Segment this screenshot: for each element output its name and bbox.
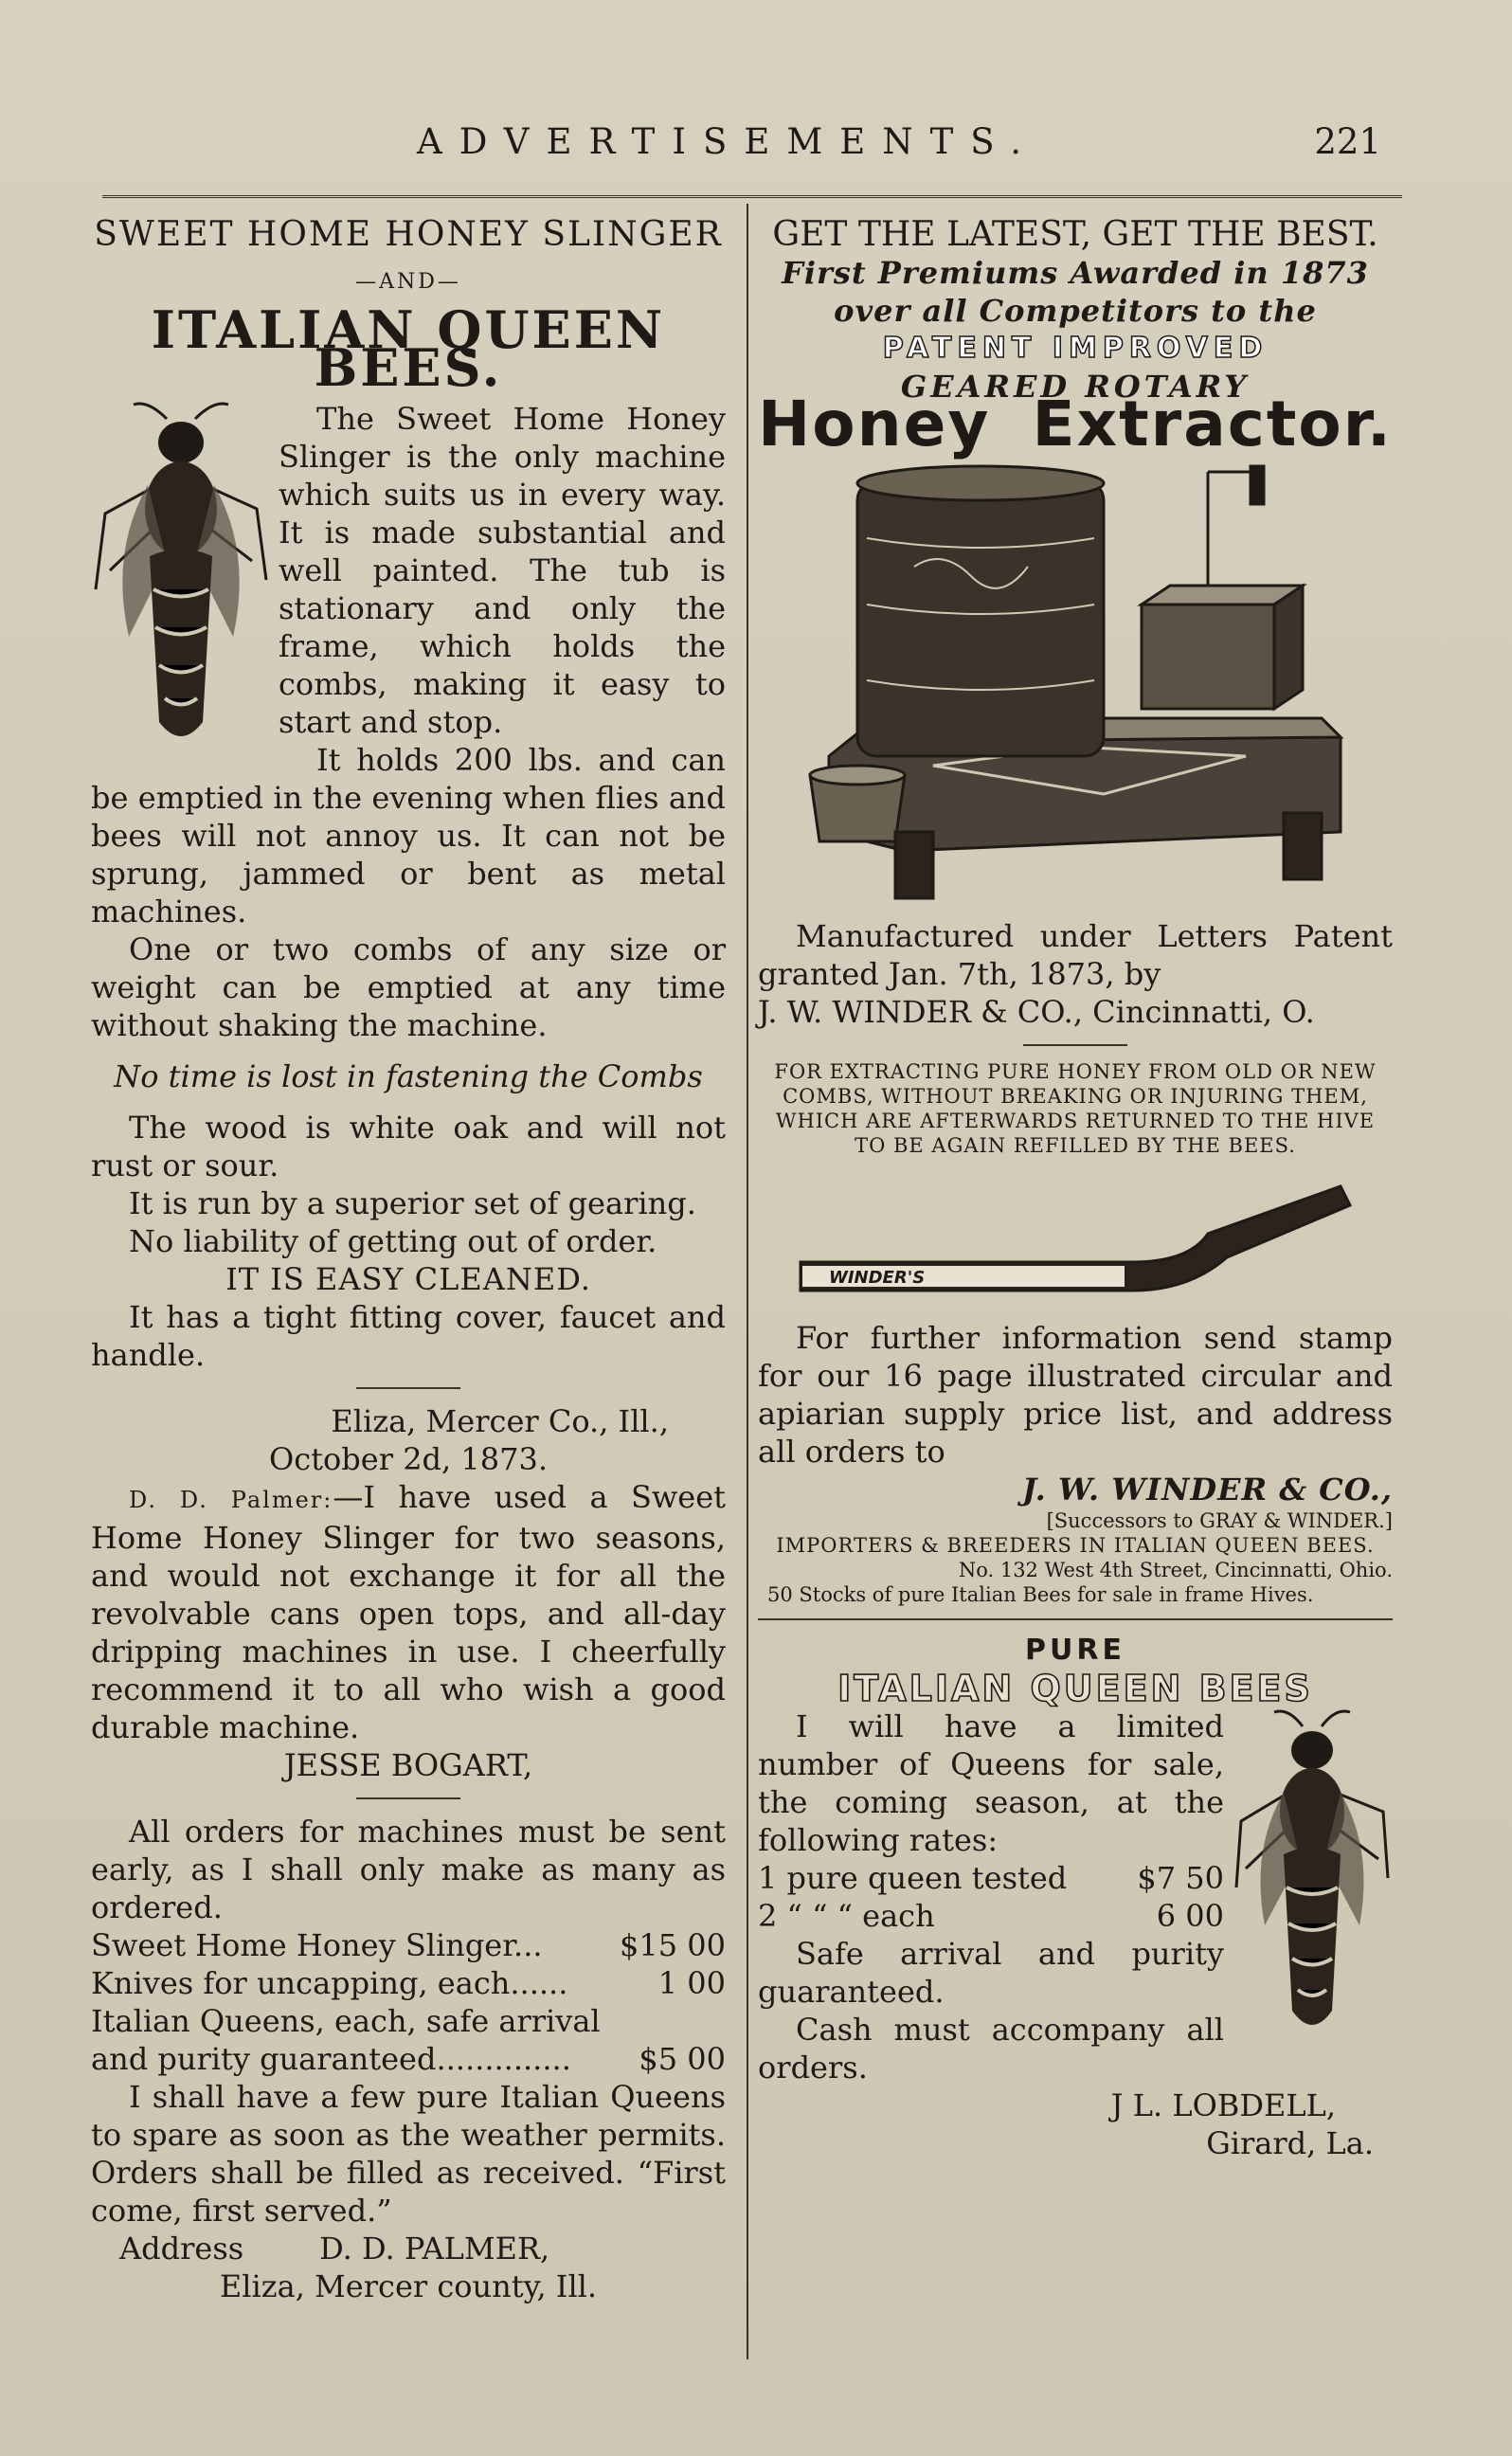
successors-note: [Successors to GRAY & WINDER.] <box>1046 1509 1393 1532</box>
rate-row-2 <box>758 1897 1224 1935</box>
price-row-queens <box>91 2002 726 2078</box>
winder-company: J. W. WINDER & CO., <box>1022 1472 1393 1508</box>
extractor-word: Extractor. <box>1032 388 1393 460</box>
slinger-cover: It has a tight fitting cover, faucet and handle. <box>91 1299 726 1373</box>
honey-extractor-title <box>758 388 1393 460</box>
price-row-knives <box>91 1964 726 2002</box>
stocks-note: 50 Stocks of pure Italian Bees for sale in frame Hives. <box>767 1583 1314 1606</box>
price-label: Knives for uncapping, each...... <box>91 1965 568 2001</box>
competitors-line: over all Competitors to the <box>834 293 1317 329</box>
honey-word: Honey <box>758 388 991 460</box>
premiums-line: First Premiums Awarded in 1873 <box>782 255 1369 291</box>
lobdell-intro: I will have a limited number of Queens for sale, the coming season, at the following rates: <box>758 1708 1224 1858</box>
running-head-title: ADVERTISEMENTS. <box>417 121 1039 162</box>
price-label: Italian Queens, each, safe arrival and purity guaranteed.............. <box>91 2003 601 2077</box>
slinger-combs: One or two combs of any size or weight can be emptied at any time without shaking the machine. <box>91 931 726 1043</box>
italic-subhead: No time is lost in fastening the Combs <box>114 1058 703 1094</box>
letter-signature: JESSE BOGART, <box>283 1747 533 1783</box>
price-value: 1 00 <box>657 1965 726 2001</box>
slinger-liability: No liability of getting out of order. <box>129 1223 657 1259</box>
rate-row-1 <box>758 1859 1224 1897</box>
queen-bee-icon <box>91 400 271 760</box>
rate-label: 2 “ “ “ each <box>758 1898 935 1934</box>
address-name: D. D. PALMER, <box>319 2230 550 2266</box>
knife-label: WINDER'S <box>829 1268 926 1288</box>
address-place: Eliza, Mercer county, Ill. <box>219 2268 598 2304</box>
and-separator: —AND— <box>355 270 461 294</box>
queen-bee-icon-right <box>1232 1707 1393 2049</box>
separator-rule-3 <box>1023 1044 1127 1046</box>
price-row-slinger <box>91 1926 726 1964</box>
price-value: $15 00 <box>620 1927 726 1963</box>
spare-queens: I shall have a few pure Italian Queens to spare as soon as the weather permits. Orders shall be filled as received. “First come, first served.” <box>91 2079 726 2229</box>
testimonial <box>91 1478 726 1746</box>
address-line <box>91 2230 726 2267</box>
slinger-intro: The Sweet Home Honey Slinger is the only machine which suits us in every way. It is made substantial and well painted. The tub is stationary and only the frame, which holds the combs, making it easy to start and stop. <box>279 401 726 740</box>
separator-rule-2 <box>356 1797 460 1799</box>
price-value: $5 00 <box>639 2041 726 2077</box>
slinger-heading: SWEET HOME HONEY SLINGER <box>94 215 723 254</box>
slinger-gearing: It is run by a superior set of gearing. <box>129 1185 696 1221</box>
lobdell-name: J L. LOBDELL, <box>1110 2087 1336 2123</box>
address-label: Address <box>119 2230 244 2266</box>
italian-bees-heading: ITALIAN QUEEN BEES <box>837 1668 1313 1709</box>
letter-salutation: D. D. Palmer: <box>129 1487 333 1513</box>
manufactured-note: Manufactured under Letters Patent granted Jan. 7th, 1873, by <box>758 918 1393 992</box>
slinger-wood: The wood is white oak and will not rust or sour. <box>91 1110 726 1183</box>
easy-cleaned: IT IS EASY CLEANED. <box>225 1261 591 1297</box>
separator-rule <box>356 1387 460 1389</box>
cash-note: Cash must accompany all orders. <box>758 2012 1224 2086</box>
orders-note: All orders for machines must be sent early, as I shall only make as many as ordered. <box>91 1814 726 1925</box>
rate-value: $7 50 <box>1137 1860 1224 1896</box>
lobdell-place: Girard, La. <box>1206 2125 1374 2161</box>
uncapping-knife-icon <box>791 1167 1359 1309</box>
running-head <box>0 121 1512 169</box>
letter-place: Eliza, Mercer Co., Ill., <box>331 1403 669 1439</box>
safe-arrival: Safe arrival and purity guaranteed. <box>758 1936 1224 2010</box>
latest-best-headline: GET THE LATEST, GET THE BEST. <box>772 215 1378 254</box>
slinger-capacity: It holds 200 lbs. and can be emptied in the evening when flies and bees will not annoy us. It can not be sprung, jammed or bent as metal machines. <box>91 742 726 930</box>
further-information: For further information send stamp for our 16 page illustrated circular and apiarian supply price list, and address all orders to <box>758 1320 1393 1470</box>
left-advertisement <box>91 216 726 2305</box>
rate-label: 1 pure queen tested <box>758 1860 1068 1896</box>
separator-rule-4 <box>758 1618 1393 1620</box>
rate-value: 6 00 <box>1156 1898 1224 1934</box>
geared-rotary: GEARED ROTARY <box>900 369 1251 405</box>
letter-date: October 2d, 1873. <box>269 1441 548 1477</box>
letter-body: —I have used a Sweet Home Honey Slinger for two seasons, and would not exchange it for all the revolvable cans open tops, and all-day dripping machines in use. I cheerfully recommend it to all who wish a good durable machine. <box>91 1479 726 1745</box>
pure-heading: PURE <box>1025 1634 1125 1667</box>
page-number: 221 <box>1314 121 1381 162</box>
top-rule <box>102 195 1402 198</box>
patent-improved: PATENT IMPROVED <box>882 332 1269 365</box>
italian-queen-bees-heading: ITALIAN QUEEN BEES. <box>151 299 666 398</box>
honey-extractor-illustration-icon <box>791 453 1359 908</box>
extractor-purpose: FOR EXTRACTING PURE HONEY FROM OLD OR NEW COMBS, WITHOUT BREAKING OR INJURING THEM, WHICH ARE AFTERWARDS RETURNED TO THE HIVE TO BE AGAIN REFILLED BY THE BEES. <box>774 1060 1377 1157</box>
price-label: Sweet Home Honey Slinger... <box>91 1927 543 1963</box>
street-address: No. 132 West 4th Street, Cincinnatti, Ohio. <box>958 1559 1393 1581</box>
importers-note: IMPORTERS & BREEDERS IN ITALIAN QUEEN BEES. <box>776 1534 1375 1557</box>
column-divider <box>747 204 748 2359</box>
right-advertisement <box>758 216 1393 2162</box>
maker-name: J. W. WINDER & CO., Cincinnatti, O. <box>758 994 1315 1030</box>
